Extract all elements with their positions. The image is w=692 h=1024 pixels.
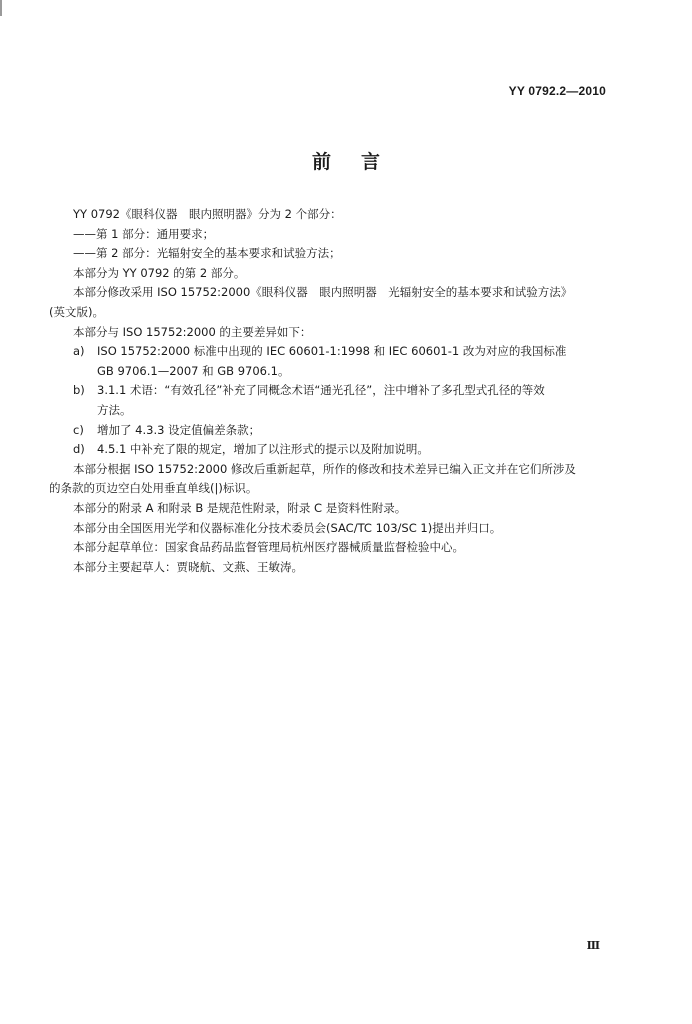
page-title: 前言 [311,151,410,173]
document-body [49,205,609,577]
difference-item-a [49,342,609,362]
difference-item-d [49,440,609,460]
difference-letter: d) [73,442,85,457]
list-item-part1: ——第 1 部分：通用要求； [73,226,215,241]
difference-text-continued: GB 9706.1—2007 和 GB 9706.1。 [97,363,290,378]
paragraph-proposer: 本部分由全国医用光学和仪器标准化分技术委员会(SAC/TC 103/SC 1)提出并归口。 [73,520,502,535]
page-number: Ⅲ [586,939,600,952]
scan-mark-left-edge [0,0,2,16]
paragraph-this-part: 本部分为 YY 0792 的第 2 部分。 [73,265,246,280]
paragraph-annexes: 本部分的附录 A 和附录 B 是规范性附录，附录 C 是资料性附录。 [73,500,407,515]
difference-text: 3.1.1 术语：“有效孔径”补充了同概念术语“通光孔径”，注中增补了多孔型式孔径的等效 [97,383,545,398]
difference-item-b [49,381,609,401]
paragraph-adoption-line2: (英文版)。 [49,304,104,319]
difference-item-c [49,421,609,441]
difference-text: ISO 15752:2000 标准中出现的 IEC 60601-1:1998 和 IEC 60601-1 改为对应的我国标准 [97,344,567,359]
difference-text: 增加了 4.3.3 设定值偏差条款； [97,422,261,437]
paragraph-intro: YY 0792《眼科仪器 眼内照明器》分为 2 个部分： [73,207,342,221]
paragraph-adoption-line1: 本部分修改采用 ISO 15752:2000《眼科仪器 眼内照明器 光辐射安全的基本要求和试验方法》 [73,285,573,300]
paragraph-differences-intro: 本部分与 ISO 15752:2000 的主要差异如下： [73,324,312,339]
difference-letter: c) [73,422,84,437]
paragraph-redrafting-line2: 的条款的页边空白处用垂直单线(|)标识。 [49,481,258,496]
paragraph-drafters: 本部分主要起草人：贾晓航、文燕、王敏涛。 [73,559,303,574]
difference-letter: a) [73,344,85,359]
paragraph-redrafting-line1: 本部分根据 ISO 15752:2000 修改后重新起草，所作的修改和技术差异已编入正文并在它们所涉及 [73,461,576,476]
paragraph-drafting-unit: 本部分起草单位：国家食品药品监督管理局杭州医疗器械质量监督检验中心。 [73,540,464,555]
difference-text: 4.5.1 中补充了限的规定，增加了以注形式的提示以及附加说明。 [97,442,429,457]
difference-text-continued: 方法。 [97,402,132,417]
difference-letter: b) [73,383,85,398]
list-item-part2: ——第 2 部分：光辐射安全的基本要求和试验方法； [73,246,341,261]
standard-code-header: YY 0792.2—2010 [508,84,606,98]
